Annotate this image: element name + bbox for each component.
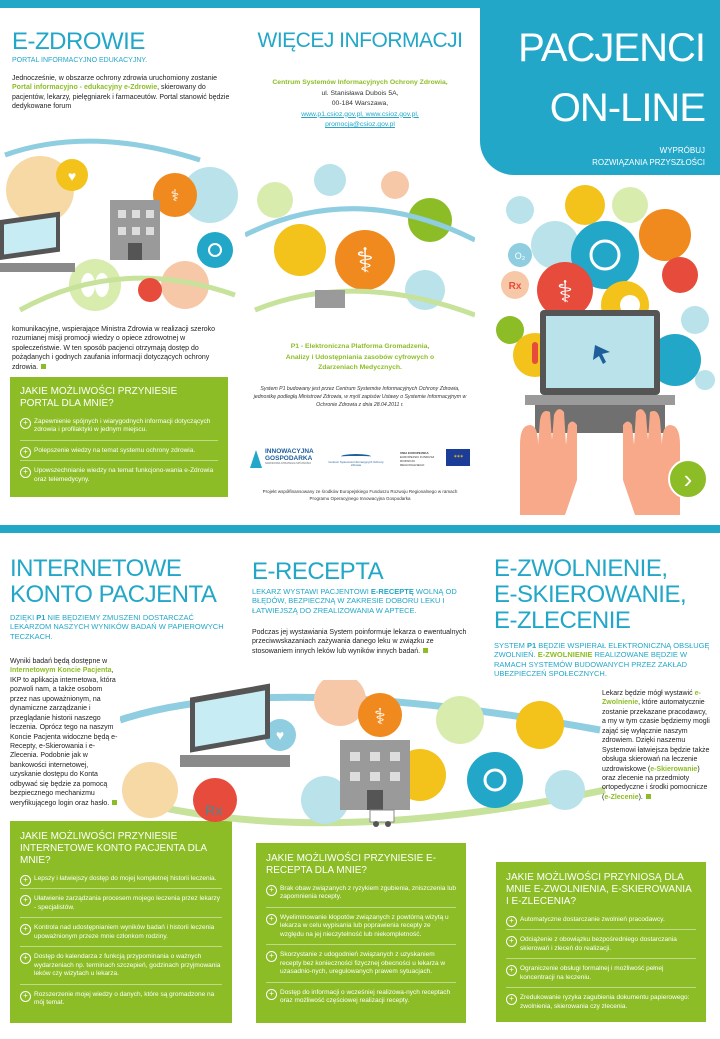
erecepta-benefits-box bbox=[256, 843, 466, 1023]
top-bar bbox=[0, 525, 240, 533]
top-bar bbox=[240, 525, 480, 533]
top-bar bbox=[0, 0, 240, 8]
list-item: + Zapewnienie spójnych i wiarygodnych informacji dotyczących zdrowia i profilaktyki w jednym miejscu. bbox=[20, 418, 218, 441]
panel-info bbox=[240, 0, 480, 515]
list-item: + Automatyczne dostarczanie zwolnień pracodawcy. bbox=[506, 916, 696, 930]
health-illustration bbox=[0, 135, 240, 320]
erecepta-subtitle: LEKARZ WYSTAWI PACJENTOWI E-RECEPTĘ WOLNĄ OD BŁĘDÓW, BEZPIECZNĄ W ZAKRESIE DOBORU LEKU I ŁATWIEJSZĄ DO ZREALIZOWANIA W APTECE. bbox=[252, 587, 457, 615]
ikp-subtitle: DZIĘKI P1 NIE BĘDZIEMY ZMUSZENI DOSTARCZAĆ LEKARZOM NASZYCH WYNIKÓW BADAŃ W PAPIEROWYCH TECZKACH. bbox=[10, 613, 224, 641]
list-item: + Skorzystanie z udogodnień związanych z uzyskaniem recepty bez konieczności fizycznej obecności u lekarza w uzasadnio-nych, uregulowanych prawem sytuacjach. bbox=[266, 951, 456, 982]
cover-header bbox=[480, 0, 720, 175]
caduceus-icon: ⚕ bbox=[355, 242, 375, 280]
street: ul. Stanisława Dubois 5A, bbox=[321, 89, 399, 97]
ezwol-benefits-list bbox=[506, 916, 696, 1016]
portal-link[interactable]: Portal informacyjno - edukacyjny e-Zdrowie bbox=[12, 84, 158, 92]
erecepta-title: E-RECEPTA bbox=[252, 558, 384, 585]
caduceus-illustration bbox=[245, 140, 475, 325]
web-link[interactable]: www.p1.csioz.gov.pl, www.csioz.gov.pl, bbox=[301, 110, 419, 118]
list-item: + Zredukowanie ryzyka zagubienia dokumentu papierowego: zwolnienia, skierowania czy zlecenia. bbox=[506, 994, 696, 1016]
continued-text: komunikacyjne, wspierające Ministra Zdrowia w realizacji szeroko rozumianej misji promocji wiedzy o opiece zdrowotnej w społeczeństwie. W ten sposób pacjenci otrzymają dostęp do pożądanych i godnych zaufania informacji dotyczących ochrony zdrowia. bbox=[12, 326, 216, 371]
cover-title-2: ON-LINE bbox=[549, 86, 705, 130]
e-zlecenie-link[interactable]: e-Zlecenie bbox=[604, 793, 639, 801]
email-link[interactable]: promocja@csioz.gov.pl bbox=[325, 121, 395, 129]
stethoscope-icon bbox=[197, 232, 233, 268]
cover-title-1: PACJENCI bbox=[518, 26, 705, 70]
e-zwolnienie-link[interactable]: e-Zwolnienie bbox=[602, 690, 701, 707]
ezwol-title-2: E-SKIEROWANIE, bbox=[494, 581, 687, 608]
list-item: + Polepszenie wiedzy na temat systemu ochrony zdrowia. bbox=[20, 447, 218, 461]
ikp-link[interactable]: Internetowym Koncie Pacjenta bbox=[10, 667, 112, 675]
svg-text:Rx: Rx bbox=[508, 281, 522, 292]
page-title: E-ZDROWIE bbox=[12, 28, 145, 55]
list-item: + Brak obaw związanych z ryzykiem zgubienia, zniszczenia lub zapomnienia recepty. bbox=[266, 885, 456, 908]
caduceus-icon: ⚕ bbox=[556, 276, 574, 309]
caduceus-icon: ⚕ bbox=[374, 704, 386, 729]
ikp-benefits-box bbox=[10, 821, 232, 1023]
erecepta-link[interactable]: E-RECEPTĘ bbox=[370, 587, 414, 596]
legal-note: System P1 budowany jest przez Centrum Systemów Informacyjnych Ochrony Zdrowia, jednostkę podległą Ministrowi Zdrowia, w myśl zapisów Ustawy o Systemie Informacyjnym w Ochronie Zdrowia z dnia 28.04.2011 r. bbox=[253, 386, 467, 408]
ikp-title-2: KONTO PACJENTA bbox=[10, 581, 217, 608]
pill-icon bbox=[138, 278, 162, 302]
top-bar bbox=[240, 0, 480, 8]
ikp-benefits-list bbox=[20, 875, 222, 1012]
panel-e-zwolnienie bbox=[480, 525, 720, 1039]
ezwol-title-1: E-ZWOLNIENIE, bbox=[494, 555, 668, 582]
list-item: + Wyeliminowanie kłopotów związanych z powtórną wizytą u lekarza w celu wypisania lub poprawienia recepty ze względu na jej nieczytelność lub niekompletność. bbox=[266, 914, 456, 945]
ezwol-link[interactable]: E-ZWOLNIENIE bbox=[537, 650, 593, 660]
benefits-list bbox=[20, 418, 218, 489]
svg-text:♥: ♥ bbox=[275, 727, 285, 743]
panel-cover bbox=[480, 0, 720, 515]
list-item: + Ułatwienie zarządzania procesem mojego leczenia przez lekarzy - specjalistów. bbox=[20, 895, 222, 918]
funding-footer: Projekt współfinansowany ze środków Europejskiego Funduszu Rozwoju Regionalnego w ramach Programu Operacyjnego Innowacyjna Gospodarka bbox=[262, 489, 458, 501]
ikp-title-1: INTERNETOWE bbox=[10, 555, 182, 582]
ezwol-text: Lekarz będzie mógł wystawić e-Zwolnienie, które automatycznie zostanie przekazane pracodawcy, a my w tym czasie będziemy mogli zająć się wyłącznie naszym zdrowiem. Dzięki naszemu Systemowi łatwiejsza będzie także obsługa skierowań na leczenie uzdrowiskowe (e-Skierowanie) oraz zlecenie na przedmioty ortopedyczne i środki pomocnicze (e-Zlecenie). bbox=[602, 690, 710, 801]
list-item: + Upowszechnianie wiedzy na temat funkcjono-wania e-Zdrowia oraz telemedycyny. bbox=[20, 467, 218, 489]
erecepta-benefits-title: JAKIE MOŻLIWOŚCI PRZYNIESIE E-RECEPTA DLA MNIE? bbox=[266, 853, 437, 876]
list-item: + Odciążenie z obowiązku bezpośredniego dostarczania skierowań i zleceń do realizacji. bbox=[506, 936, 696, 959]
svg-text:⚕: ⚕ bbox=[170, 188, 180, 205]
city: 00-184 Warszawa, bbox=[331, 100, 389, 108]
ezwol-benefits-box bbox=[496, 862, 706, 1022]
cover-sub-1: WYPRÓBUJ bbox=[659, 146, 705, 155]
erecepta-text: Podczas jej wystawiania System poinformuje lekarza o ewentualnych przeciwwskazaniach zażywania danego leku w związku ze stosowaniem innych leków lub wyników innych badań. bbox=[252, 629, 467, 655]
info-title: WIĘCEJ INFORMACJI bbox=[257, 29, 463, 52]
intro-text: Jednocześnie, w obszarze ochrony zdrowia uruchomiony zostanie Portal informacyjno - edukacyjny e-Zdrowie, skierowany do pacjentów, lekarzy, pielęgniarek i farmaceutów. Portal stanowić będzie dedykowane forum bbox=[12, 75, 230, 111]
top-bar bbox=[480, 525, 720, 533]
e-skierowanie-link[interactable]: e-Skierowanie bbox=[650, 765, 698, 773]
logos-row bbox=[250, 446, 472, 474]
eu-flag-icon: ✶✶✶ bbox=[446, 449, 470, 466]
ezwol-benefits-title: JAKIE MOŻLIWOŚCI PRZYNIOSĄ DLA MNIE E-ZWOLNIENIA, E-SKIEROWANIA I E-ZLECENIA? bbox=[506, 872, 692, 907]
ikp-benefits-title: JAKIE MOŻLIWOŚCI PRZYNIESIE INTERNETOWE KONTO PACJENTA DLA MNIE? bbox=[20, 831, 207, 866]
list-item: + Lepszy i łatwiejszy dostęp do mojej kompletnej historii leczenia. bbox=[20, 875, 222, 889]
ikp-text: Wyniki badań będą dostępne w Internetowym Koncie Pacjenta, IKP to aplikacja internetowa, która pozwoli nam, a także osobom przez nas upoważnionym, na dynamiczne zarządzanie i przeglądanie historii naszego leczenia. Oprócz tego na naszym Koncie Pacjenta widoczne będą e-Recepty, e-Skierowania i e-Zlecenia. Podobnie jak w bankowości internetowej, uzyskanie dostępu do Konta odbywać się będzie za pomocą bezpiecznego mechanizmu weryfikującego login oraz hasło. bbox=[10, 658, 118, 807]
list-item: + Dostęp do informacji o wcześniej realizowa-nych receptach oraz możliwość częściowej realizacji recepty. bbox=[266, 989, 456, 1011]
list-item: + Rozszerzenie mojej wiedzy o danych, które są gromadzone na mój temat. bbox=[20, 991, 222, 1013]
eu-text: UNIA EUROPEJSKA EUROPEJSKI FUNDUSZ ROZWOJU REGIONALNEGO bbox=[400, 451, 435, 467]
laptop-icon bbox=[0, 212, 75, 272]
next-page-button[interactable]: › bbox=[668, 459, 708, 499]
list-item: + Kontrola nad udostępnianiem wyników badań i historii leczenia upoważnionym przeze mnie członkom rodziny. bbox=[20, 924, 222, 947]
benefits-title: JAKIE MOŻLIWOŚCI PRZYNIESIE PORTAL DLA MNIE? bbox=[20, 386, 178, 409]
cover-sub-2: ROZWIĄZANIA PRZYSZŁOŚCI bbox=[592, 158, 705, 167]
erecepta-benefits-list bbox=[266, 885, 456, 1010]
p1-description: P1 - Elektroniczna Platforma Gromadzenia, Analizy i Udostępniania zasobów cyfrowych o Zdarzeniach Medycznych. bbox=[285, 343, 435, 372]
svg-text:O₂: O₂ bbox=[514, 251, 526, 261]
list-item: + Dostęp do kalendarza z funkcją przypominania o ważnych wydarzeniach np. terminach szczepień, godzinach przyjmowania leków czy wizytach u lekarza. bbox=[20, 953, 222, 984]
hospital-icon bbox=[315, 290, 345, 308]
panel-e-zdrowie bbox=[0, 0, 240, 515]
svg-text:♥: ♥ bbox=[67, 168, 77, 184]
ezwol-title-3: E-ZLECENIE bbox=[494, 607, 631, 634]
list-item: + Ograniczenie obsługi formalnej i możliwość pełnej koncentracji na leczeniu. bbox=[506, 965, 696, 988]
panel-e-recepta bbox=[240, 525, 480, 1039]
csioz-logo: Centrum Systemów Informacyjnych Ochrony Zdrowia bbox=[328, 454, 384, 468]
benefits-box bbox=[10, 377, 228, 497]
contact-block bbox=[240, 78, 480, 131]
ezwol-subtitle: SYSTEM P1 BĘDZIE WSPIERAŁ ELEKTRONICZNĄ OBSŁUGĘ ZWOLNIEŃ. E-ZWOLNIENIE REALIZOWANE BĘDZIE W RAMACH SYSTEMÓW BUDOWANYCH PRZEZ ZAKŁAD UBEZPIECZEŃ SPOŁECZNYCH. bbox=[494, 641, 710, 679]
ig-logo: INNOWACYJNA GOSPODARKA NARODOWA STRATEGIA SPÓJNOŚCI bbox=[250, 446, 310, 474]
rx-icon: Rx bbox=[205, 802, 223, 818]
subtitle: PORTAL INFORMACYJNO EDUKACYJNY. bbox=[12, 57, 148, 64]
org-name: Centrum Systemów Informacyjnych Ochrony Zdrowia, bbox=[272, 79, 448, 86]
